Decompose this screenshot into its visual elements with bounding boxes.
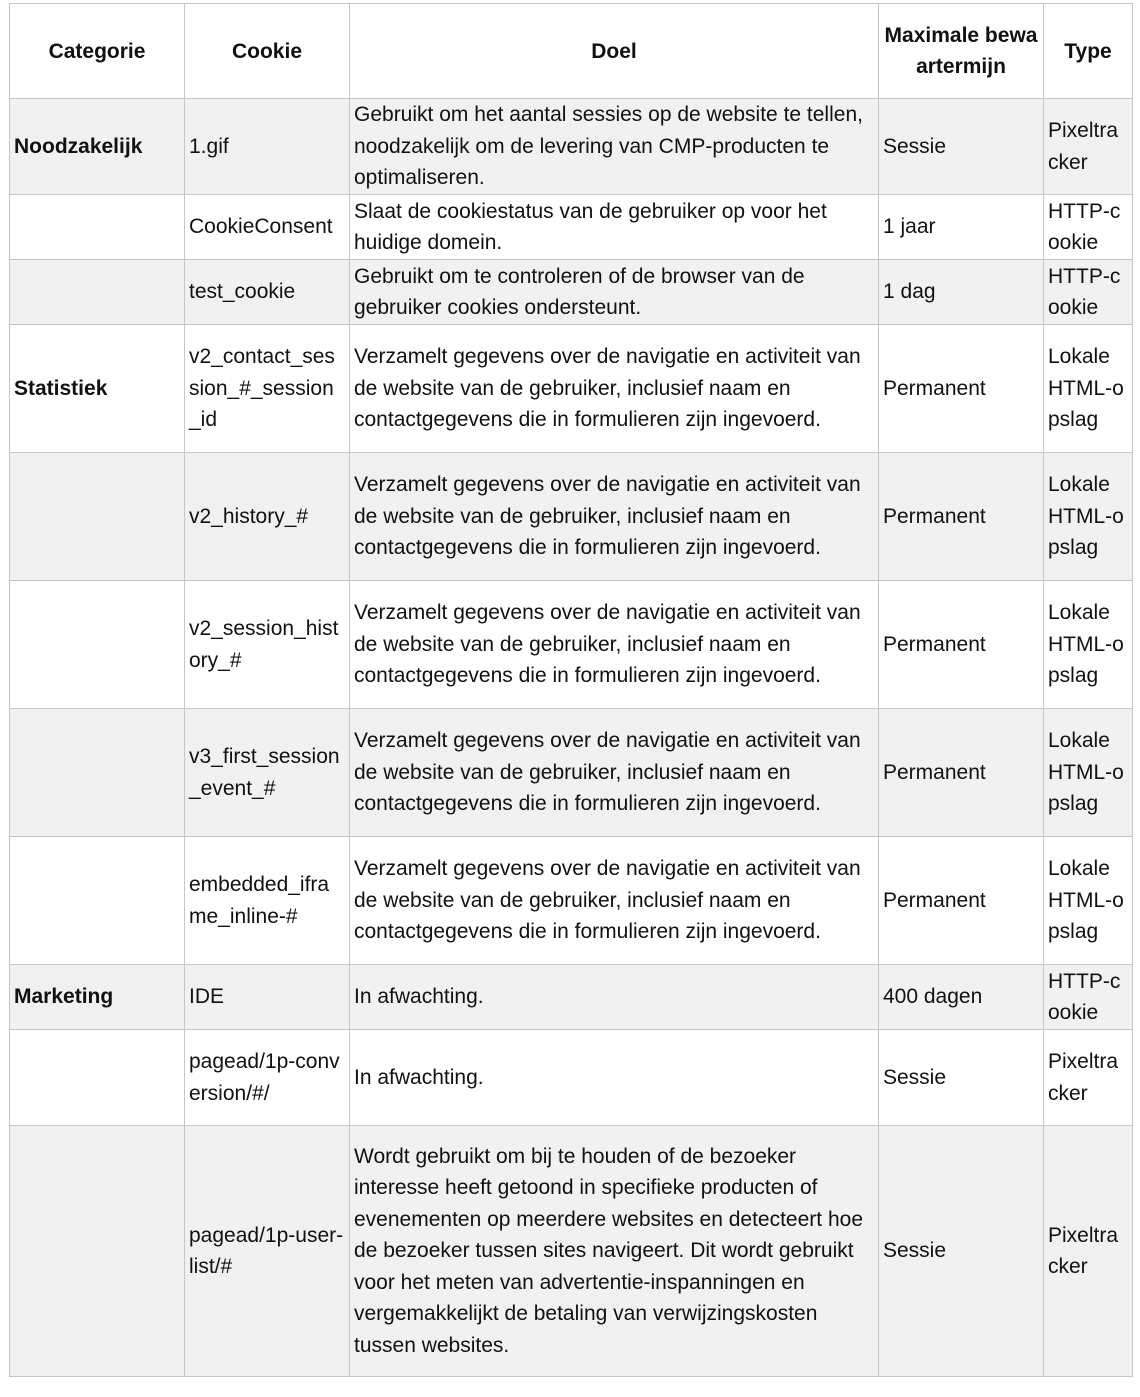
- cookie-name-cell: v2_session_history_#: [185, 581, 350, 709]
- category-cell: [10, 1030, 185, 1126]
- cookie-name-cell: v3_first_session_event_#: [185, 709, 350, 837]
- category-cell: Noodzakelijk: [10, 99, 185, 195]
- cookie-name-cell: pagead/1p-user-list/#: [185, 1126, 350, 1377]
- retention-cell: Permanent: [879, 453, 1044, 581]
- type-cell: Lokale HTML-opslag: [1044, 837, 1133, 965]
- purpose-cell: Verzamelt gegevens over de navigatie en activiteit van de website van de gebruiker, inclusief naam en contactgegevens die in formulieren zijn ingevoerd.: [350, 709, 879, 837]
- purpose-cell: In afwachting.: [350, 965, 879, 1030]
- purpose-cell: Verzamelt gegevens over de navigatie en activiteit van de website van de gebruiker, inclusief naam en contactgegevens die in formulieren zijn ingevoerd.: [350, 453, 879, 581]
- retention-cell: Permanent: [879, 325, 1044, 453]
- purpose-cell: Verzamelt gegevens over de navigatie en activiteit van de website van de gebruiker, inclusief naam en contactgegevens die in formulieren zijn ingevoerd.: [350, 581, 879, 709]
- cookie-name-cell: embedded_iframe_inline-#: [185, 837, 350, 965]
- retention-cell: Permanent: [879, 837, 1044, 965]
- category-cell: Statistiek: [10, 325, 185, 453]
- type-cell: Lokale HTML-opslag: [1044, 453, 1133, 581]
- header-cookie: Cookie: [185, 4, 350, 99]
- table-row: [10, 195, 1133, 260]
- table-row: [10, 1126, 1133, 1377]
- retention-cell: 400 dagen: [879, 965, 1044, 1030]
- header-purpose: Doel: [350, 4, 879, 99]
- retention-cell: Sessie: [879, 99, 1044, 195]
- table-row: [10, 260, 1133, 325]
- type-cell: Lokale HTML-opslag: [1044, 325, 1133, 453]
- category-cell: [10, 837, 185, 965]
- retention-cell: Permanent: [879, 581, 1044, 709]
- category-cell: Marketing: [10, 965, 185, 1030]
- cookie-name-cell: CookieConsent: [185, 195, 350, 260]
- retention-cell: 1 dag: [879, 260, 1044, 325]
- type-cell: Lokale HTML-opslag: [1044, 709, 1133, 837]
- category-cell: [10, 195, 185, 260]
- type-cell: Lokale HTML-opslag: [1044, 581, 1133, 709]
- category-cell: [10, 709, 185, 837]
- purpose-cell: Gebruikt om het aantal sessies op de website te tellen, noodzakelijk om de levering van CMP-producten te optimaliseren.: [350, 99, 879, 195]
- purpose-cell: Verzamelt gegevens over de navigatie en activiteit van de website van de gebruiker, inclusief naam en contactgegevens die in formulieren zijn ingevoerd.: [350, 837, 879, 965]
- purpose-cell: Wordt gebruikt om bij te houden of de bezoeker interesse heeft getoond in specifieke producten of evenementen op meerdere websites en detecteert hoe de bezoeker tussen sites navigeert. Dit wordt gebruikt voor het meten van advertentie-inspanningen en vergemakkelijkt de betaling van verwijzingskosten tussen websites.: [350, 1126, 879, 1377]
- type-cell: HTTP-cookie: [1044, 965, 1133, 1030]
- retention-cell: 1 jaar: [879, 195, 1044, 260]
- retention-cell: Sessie: [879, 1126, 1044, 1377]
- category-cell: [10, 1126, 185, 1377]
- category-cell: [10, 260, 185, 325]
- table-row: [10, 581, 1133, 709]
- header-row: [10, 4, 1133, 99]
- category-cell: [10, 453, 185, 581]
- header-type: Type: [1044, 4, 1133, 99]
- retention-cell: Sessie: [879, 1030, 1044, 1126]
- cookie-name-cell: IDE: [185, 965, 350, 1030]
- cookie-name-cell: test_cookie: [185, 260, 350, 325]
- purpose-cell: Gebruikt om te controleren of de browser van de gebruiker cookies ondersteunt.: [350, 260, 879, 325]
- type-cell: Pixeltracker: [1044, 99, 1133, 195]
- header-retention: Maximale bewaartermijn: [879, 4, 1044, 99]
- table-row: [10, 99, 1133, 195]
- table-row: [10, 1030, 1133, 1126]
- cookie-table: [9, 3, 1133, 1377]
- type-cell: HTTP-cookie: [1044, 195, 1133, 260]
- type-cell: HTTP-cookie: [1044, 260, 1133, 325]
- purpose-cell: In afwachting.: [350, 1030, 879, 1126]
- category-cell: [10, 581, 185, 709]
- type-cell: Pixeltracker: [1044, 1030, 1133, 1126]
- table-row: [10, 965, 1133, 1030]
- table-row: [10, 325, 1133, 453]
- table-row: [10, 837, 1133, 965]
- table-row: [10, 453, 1133, 581]
- table-row: [10, 709, 1133, 837]
- type-cell: Pixeltracker: [1044, 1126, 1133, 1377]
- retention-cell: Permanent: [879, 709, 1044, 837]
- cookie-name-cell: v2_contact_session_#_session_id: [185, 325, 350, 453]
- purpose-cell: Slaat de cookiestatus van de gebruiker op voor het huidige domein.: [350, 195, 879, 260]
- cookie-name-cell: 1.gif: [185, 99, 350, 195]
- cookie-name-cell: pagead/1p-conversion/#/: [185, 1030, 350, 1126]
- cookie-name-cell: v2_history_#: [185, 453, 350, 581]
- purpose-cell: Verzamelt gegevens over de navigatie en activiteit van de website van de gebruiker, inclusief naam en contactgegevens die in formulieren zijn ingevoerd.: [350, 325, 879, 453]
- header-category: Categorie: [10, 4, 185, 99]
